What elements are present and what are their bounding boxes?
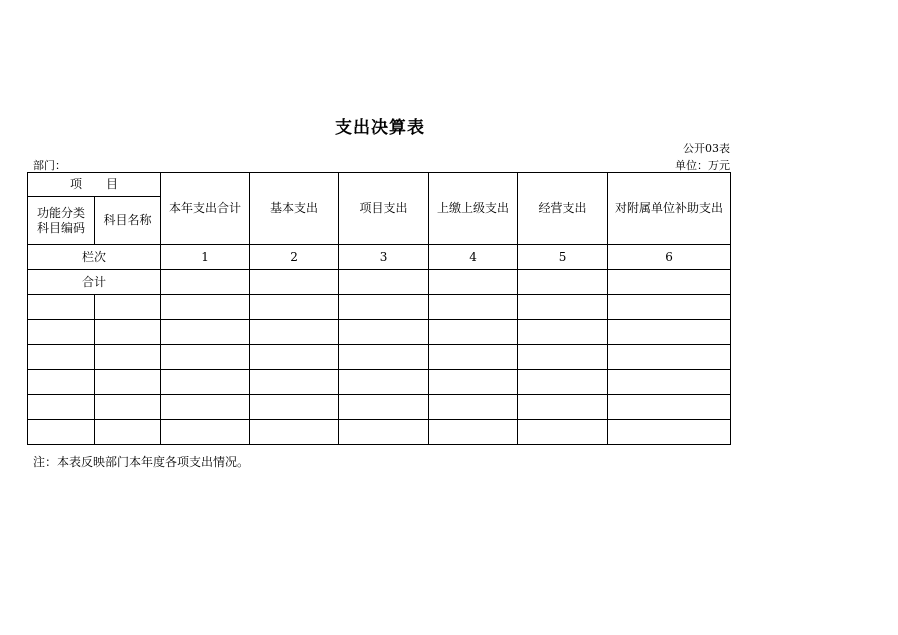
table-cell: [28, 370, 95, 395]
table-cell: [339, 420, 429, 445]
table-cell: [429, 370, 518, 395]
table-cell: [161, 370, 250, 395]
table-cell: [161, 395, 250, 420]
table-cell: [608, 295, 731, 320]
table-cell: [518, 420, 608, 445]
table-cell: [161, 345, 250, 370]
table-cell: [28, 420, 95, 445]
table-row: [28, 395, 731, 420]
total-cell: [161, 270, 250, 295]
table-cell: [518, 370, 608, 395]
table-cell: [95, 370, 161, 395]
table-cell: [161, 420, 250, 445]
table-cell: [518, 345, 608, 370]
table-cell: [339, 395, 429, 420]
table-cell: [429, 420, 518, 445]
table-cell: [429, 345, 518, 370]
table-cell: [339, 295, 429, 320]
table-row: [28, 295, 731, 320]
table-cell: [608, 345, 731, 370]
func-code-header: 功能分类科目编码: [28, 197, 95, 245]
table-cell: [608, 420, 731, 445]
item-header: 项 目: [28, 173, 161, 197]
table-cell: [250, 395, 339, 420]
table-cell: [608, 370, 731, 395]
column-header: 上缴上级支出: [429, 173, 518, 245]
column-header: 经营支出: [518, 173, 608, 245]
column-number: 2: [250, 245, 339, 270]
table-row: [28, 320, 731, 345]
total-cell: [250, 270, 339, 295]
table-cell: [95, 345, 161, 370]
table-cell: [518, 295, 608, 320]
table-cell: [250, 345, 339, 370]
table-cell: [161, 295, 250, 320]
table-cell: [339, 320, 429, 345]
unit-label: 单位：万元: [675, 159, 730, 172]
row-number-label: 栏次: [28, 245, 161, 270]
column-header: 本年支出合计: [161, 173, 250, 245]
table-cell: [95, 295, 161, 320]
total-cell: [608, 270, 731, 295]
column-number: 3: [339, 245, 429, 270]
table-row: [28, 420, 731, 445]
total-cell: [429, 270, 518, 295]
table-row: [28, 345, 731, 370]
empty-rows: [28, 295, 731, 445]
column-number: 4: [429, 245, 518, 270]
page-title: 支出决算表: [335, 118, 425, 138]
table-cell: [95, 395, 161, 420]
column-number: 5: [518, 245, 608, 270]
table-cell: [250, 420, 339, 445]
department-label: 部门：: [33, 159, 66, 172]
table-cell: [250, 295, 339, 320]
table-cell: [429, 320, 518, 345]
column-number: 6: [608, 245, 731, 270]
subject-name-header: 科目名称: [95, 197, 161, 245]
table-cell: [339, 370, 429, 395]
total-cell: [339, 270, 429, 295]
table-cell: [608, 320, 731, 345]
expenditure-table: [27, 172, 731, 445]
table-cell: [429, 295, 518, 320]
total-cell: [518, 270, 608, 295]
column-header: 项目支出: [339, 173, 429, 245]
table-cell: [28, 295, 95, 320]
column-number: 1: [161, 245, 250, 270]
table-cell: [95, 320, 161, 345]
table-row: [28, 370, 731, 395]
table-cell: [429, 395, 518, 420]
footnote: 注：本表反映部门本年度各项支出情况。: [33, 455, 250, 469]
table-cell: [250, 320, 339, 345]
column-header: 对附属单位补助支出: [608, 173, 731, 245]
table-cell: [250, 370, 339, 395]
table-cell: [28, 345, 95, 370]
table-cell: [95, 420, 161, 445]
table-cell: [518, 320, 608, 345]
table-cell: [28, 320, 95, 345]
table-cell: [161, 320, 250, 345]
column-header: 基本支出: [250, 173, 339, 245]
table-cell: [608, 395, 731, 420]
total-label: 合计: [28, 270, 161, 295]
table-cell: [518, 395, 608, 420]
form-number: 公开03表: [683, 142, 730, 155]
table-cell: [339, 345, 429, 370]
table-cell: [28, 395, 95, 420]
